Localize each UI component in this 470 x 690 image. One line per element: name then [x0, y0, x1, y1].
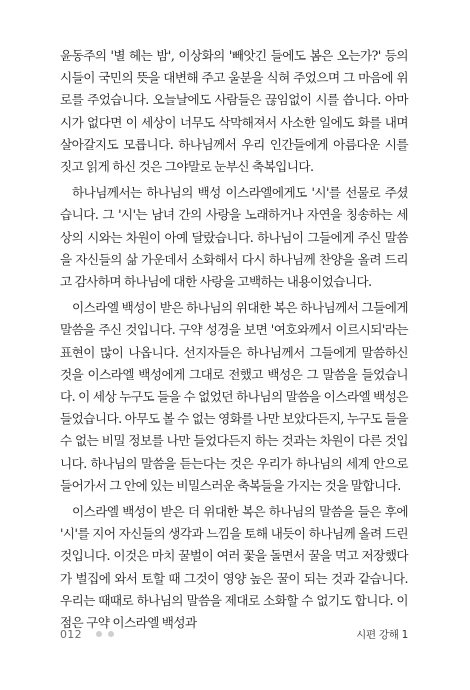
paragraph-3: 이스라엘 백성이 받은 하나님의 위대한 복은 하나님께서 그들에게 말씀을 주신 것입니다. 구약 성경을 보면 '여호와께서 이르시되'라는 표현이 많이 나옵니다. 선지자들은 하나님께서 그들에게 말씀하신 것을 이스라엘 백성에게 그대로 전했고 백성은 그 말씀을 들었습니다. 이 세상 누구도 들을 수 없었던 하나님의 말씀을 이스라엘 백성은 들었습니다. 아무도 볼 수 없는 영화를 나만 보았다든지, 누구도 들을 수 없는 비밀 정보를 나만 들었다든지 하는 것과는 차원이 다른 것입니다. 하나님의 말씀을 듣는다는 것은 우리가 하나님의 세계 안으로 들어가서 그 안에 있는 비밀스러운 축복들을 가지는 것을 말합니다. — [60, 300, 408, 493]
page-number: 012 — [60, 627, 82, 641]
running-title: 시편 강해 1 — [356, 628, 408, 641]
dot-icon — [96, 631, 102, 637]
page-footer — [60, 626, 408, 642]
paragraph-2: 하나님께서는 하나님의 백성 이스라엘에게도 '시'를 선물로 주셨습니다. 그 '시'는 남녀 간의 사랑을 노래하거나 자연을 칭송하는 세상의 시와는 차원이 아예 달랐습니다. 하나님이 그들에게 주신 말씀을 자신들의 삶 가운데서 소화해서 다시 하나님께 찬양을 올려 드리고 감사하며 하나님에 대한 사랑을 고백하는 내용이었습니다. — [60, 185, 408, 290]
body-text — [60, 45, 408, 634]
paragraph-1: 윤동주의 '별 헤는 밤', 이상화의 '빼앗긴 들에도 봄은 오는가?' 등의 시들이 국민의 뜻을 대변해 주고 울분을 식혀 주었으며 그 마음에 위로를 주었습니다. 오늘날에도 사람들은 끊임없이 시를 씁니다. 아마 시가 없다면 이 세상이 너무도 삭막해져서 사소한 일에도 화를 내며 살아갈지도 모릅니다. 하나님께서 우리 인간들에게 아름다운 시를 짓고 읽게 하신 것은 그야말로 눈부신 축복입니다. — [60, 48, 408, 175]
dot-icon — [108, 631, 114, 637]
paragraph-4: 이스라엘 백성이 받은 더 위대한 복은 하나님의 말씀을 들은 후에 '시'를 지어 자신들의 생각과 느낌을 토해 내듯이 하나님께 올려 드린 것입니다. 이것은 마치 꿀벌이 여러 꽃을 돌면서 꿀을 먹고 저장했다가 벌집에 와서 토할 때 그것이 영양 높은 꿀이 되는 것과 같습니다. 우리는 때때로 하나님의 말씀을 제대로 소화할 수 없기도 합니다. 이 점은 구약 이스라엘 백성과 — [60, 504, 408, 631]
footer-dots-ornament — [96, 631, 120, 637]
footer-left — [60, 628, 120, 641]
